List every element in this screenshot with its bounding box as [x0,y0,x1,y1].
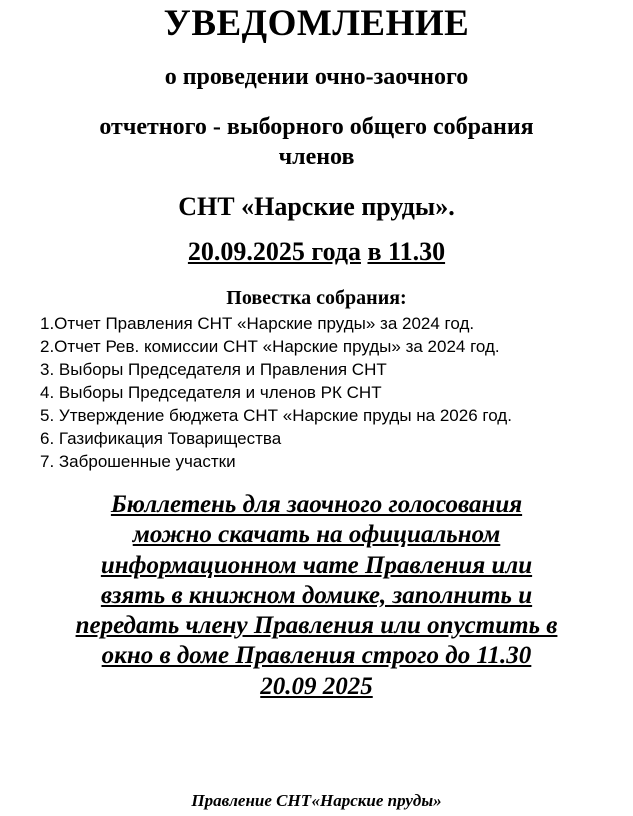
agenda-list [40,312,630,473]
signature: Правление СНТ«Нарские пруды» [191,791,442,810]
agenda-item: 2.Отчет Рев. комиссии СНТ «Нарские пруды» за 2024 год. [40,337,500,356]
agenda-item: 5. Утверждение бюджета СНТ «Нарские пруды на 2026 год. [40,406,512,425]
agenda-item: 3. Выборы Председателя и Правления СНТ [40,360,387,379]
organization-name: СНТ «Нарские пруды». [178,192,455,221]
agenda-item: 4. Выборы Председателя и членов РК СНТ [40,383,382,402]
bulletin-line: можно скачать на официальном [132,521,501,549]
bulletin-line: 20.09 2025 [260,672,373,700]
meeting-date: 20.09.2025 года [187,237,361,266]
agenda-item: 6. Газификация Товарищества [40,429,282,448]
notice-subtitle-line: отчетного - выборного общего собрания [99,114,534,140]
agenda-item: 1.Отчет Правления СНТ «Нарские пруды» за 2024 год. [40,314,475,333]
meeting-datetime [0,237,633,267]
meeting-time: в 11.30 [367,237,446,266]
bulletin-notice [0,490,633,702]
notice-subtitle-line: членов [278,144,355,170]
bulletin-line: взять в книжном домике, заполнить и [100,581,533,609]
bulletin-line: окно в доме Правления строго до 11.30 [101,642,532,670]
notice-title: УВЕДОМЛЕНИЕ [163,3,470,44]
agenda-item: 7. Заброшенные участки [40,452,236,471]
notice-subtitle-line: о проведении очно-заочного [164,64,469,90]
bulletin-line: Бюллетень для заочного голосования [110,491,523,518]
bulletin-line: информационном чате Правления или [100,551,533,579]
agenda-title: Повестка собрания: [226,287,407,309]
bulletin-line: передать члену Правления или опустить в [75,612,558,640]
